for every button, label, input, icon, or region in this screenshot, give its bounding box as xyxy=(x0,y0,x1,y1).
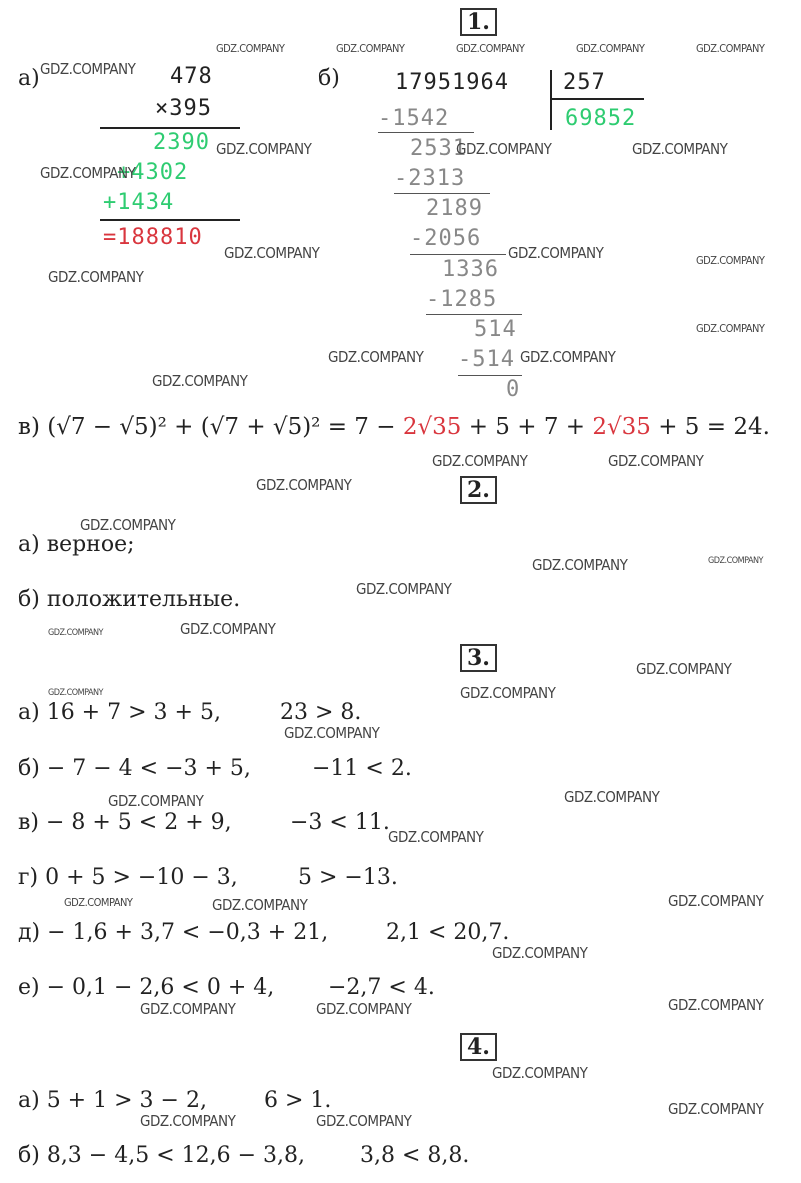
division-step: -1542 xyxy=(378,106,450,131)
inequality-3b-result: −11 < 2. xyxy=(312,756,412,781)
inequality-3e: е) − 0,1 − 2,6 < 0 + 4, xyxy=(18,975,275,1000)
item-marker-v: в) xyxy=(18,414,40,440)
item-marker-b: б) xyxy=(318,66,340,91)
division-step: -514 xyxy=(458,347,515,372)
watermark: GDZ.COMPANY xyxy=(256,476,352,494)
watermark: GDZ.COMPANY xyxy=(180,620,276,638)
formula-red-term-1: 2√35 xyxy=(402,414,462,440)
watermark: GDZ.COMPANY xyxy=(636,660,732,678)
watermark: GDZ.COMPANY xyxy=(328,348,424,366)
partial-product-2: +4302 xyxy=(117,160,189,185)
watermark: GDZ.COMPANY xyxy=(216,140,312,158)
watermark: GDZ.COMPANY xyxy=(492,1064,588,1082)
division-rule xyxy=(378,132,474,133)
watermark: GDZ.COMPANY xyxy=(108,792,204,810)
section-number-4: 4. xyxy=(460,1033,497,1061)
division-step: -1285 xyxy=(426,287,498,312)
watermark: GDZ.COMPANY xyxy=(456,42,525,55)
quotient: 69852 xyxy=(565,106,637,131)
watermark: GDZ.COMPANY xyxy=(520,348,616,366)
partial-product-1: 2390 xyxy=(153,130,210,155)
division-rule xyxy=(410,254,506,255)
watermark: GDZ.COMPANY xyxy=(40,60,136,78)
watermark: GDZ.COMPANY xyxy=(40,164,136,182)
answer-2b: б) положительные. xyxy=(18,587,241,612)
inequality-3a: а) 16 + 7 > 3 + 5, xyxy=(18,700,221,725)
answer-2a: а) верное; xyxy=(18,532,135,557)
divisor-underline xyxy=(552,98,644,100)
inequality-4a: а) 5 + 1 > 3 − 2, xyxy=(18,1088,207,1113)
multiplier: ×395 xyxy=(155,96,212,121)
formula-line xyxy=(18,414,770,440)
watermark: GDZ.COMPANY xyxy=(316,1000,412,1018)
watermark: GDZ.COMPANY xyxy=(212,896,308,914)
watermark: GDZ.COMPANY xyxy=(432,452,528,470)
inequality-3d-result: 2,1 < 20,7. xyxy=(386,920,510,945)
division-step: -2056 xyxy=(410,226,482,251)
watermark: GDZ.COMPANY xyxy=(356,580,452,598)
watermark: GDZ.COMPANY xyxy=(508,244,604,262)
watermark: GDZ.COMPANY xyxy=(696,322,765,335)
partial-product-3: +1434 xyxy=(103,190,175,215)
formula-lhs: (√7 − √5)² + (√7 + √5)² = 7 − xyxy=(47,414,396,440)
section-number-3: 3. xyxy=(460,644,497,672)
division-remainder: 0 xyxy=(506,377,521,402)
inequality-4b: б) 8,3 − 4,5 < 12,6 − 3,8, xyxy=(18,1143,306,1168)
watermark: GDZ.COMPANY xyxy=(576,42,645,55)
watermark: GDZ.COMPANY xyxy=(388,828,484,846)
watermark: GDZ.COMPANY xyxy=(532,556,628,574)
division-step: 2531 xyxy=(410,136,467,161)
watermark: GDZ.COMPANY xyxy=(668,996,764,1014)
watermark: GDZ.COMPANY xyxy=(152,372,248,390)
division-rule xyxy=(426,314,522,315)
watermark: GDZ.COMPANY xyxy=(668,1100,764,1118)
inequality-3v-result: −3 < 11. xyxy=(290,810,390,835)
watermark: GDZ.COMPANY xyxy=(224,244,320,262)
formula-middle: + 5 + 7 + xyxy=(468,414,586,440)
watermark: GDZ.COMPANY xyxy=(608,452,704,470)
multiplicand: 478 xyxy=(170,64,213,89)
watermark: GDZ.COMPANY xyxy=(492,944,588,962)
watermark: GDZ.COMPANY xyxy=(456,140,552,158)
watermark: GDZ.COMPANY xyxy=(708,556,763,566)
formula-end: + 5 = 24. xyxy=(658,414,770,440)
product-result: =188810 xyxy=(103,225,203,250)
division-step: 1336 xyxy=(442,257,499,282)
item-marker-a: а) xyxy=(18,66,40,91)
division-step: 514 xyxy=(474,317,517,342)
watermark: GDZ.COMPANY xyxy=(668,892,764,910)
watermark: GDZ.COMPANY xyxy=(48,628,103,638)
division-step: -2313 xyxy=(394,166,466,191)
multiplication-rule xyxy=(100,127,240,129)
inequality-3v: в) − 8 + 5 < 2 + 9, xyxy=(18,810,232,835)
watermark: GDZ.COMPANY xyxy=(336,42,405,55)
inequality-4a-result: 6 > 1. xyxy=(264,1088,332,1113)
watermark: GDZ.COMPANY xyxy=(64,896,133,909)
watermark: GDZ.COMPANY xyxy=(140,1112,236,1130)
inequality-3a-result: 23 > 8. xyxy=(280,700,362,725)
formula-red-term-2: 2√35 xyxy=(592,414,651,440)
watermark: GDZ.COMPANY xyxy=(696,254,765,267)
watermark: GDZ.COMPANY xyxy=(564,788,660,806)
division-step: 2189 xyxy=(426,196,483,221)
watermark: GDZ.COMPANY xyxy=(284,724,380,742)
watermark: GDZ.COMPANY xyxy=(460,684,556,702)
watermark: GDZ.COMPANY xyxy=(48,268,144,286)
inequality-3g-result: 5 > −13. xyxy=(298,865,398,890)
watermark: GDZ.COMPANY xyxy=(216,42,285,55)
sum-rule xyxy=(100,219,240,221)
watermark: GDZ.COMPANY xyxy=(80,516,176,534)
division-rule xyxy=(458,375,522,376)
watermark: GDZ.COMPANY xyxy=(696,42,765,55)
watermark: GDZ.COMPANY xyxy=(48,688,103,698)
inequality-3b: б) − 7 − 4 < −3 + 5, xyxy=(18,756,251,781)
watermark: GDZ.COMPANY xyxy=(632,140,728,158)
inequality-3d: д) − 1,6 + 3,7 < −0,3 + 21, xyxy=(18,920,329,945)
division-rule xyxy=(394,193,490,194)
watermark: GDZ.COMPANY xyxy=(316,1112,412,1130)
section-number-2: 2. xyxy=(460,476,497,504)
inequality-3g: г) 0 + 5 > −10 − 3, xyxy=(18,865,238,890)
division-vertical-bar xyxy=(550,70,552,130)
dividend: 17951964 xyxy=(395,70,509,95)
inequality-4b-result: 3,8 < 8,8. xyxy=(360,1143,470,1168)
divisor: 257 xyxy=(563,70,606,95)
watermark: GDZ.COMPANY xyxy=(140,1000,236,1018)
inequality-3e-result: −2,7 < 4. xyxy=(328,975,435,1000)
section-number-1: 1. xyxy=(460,8,497,36)
